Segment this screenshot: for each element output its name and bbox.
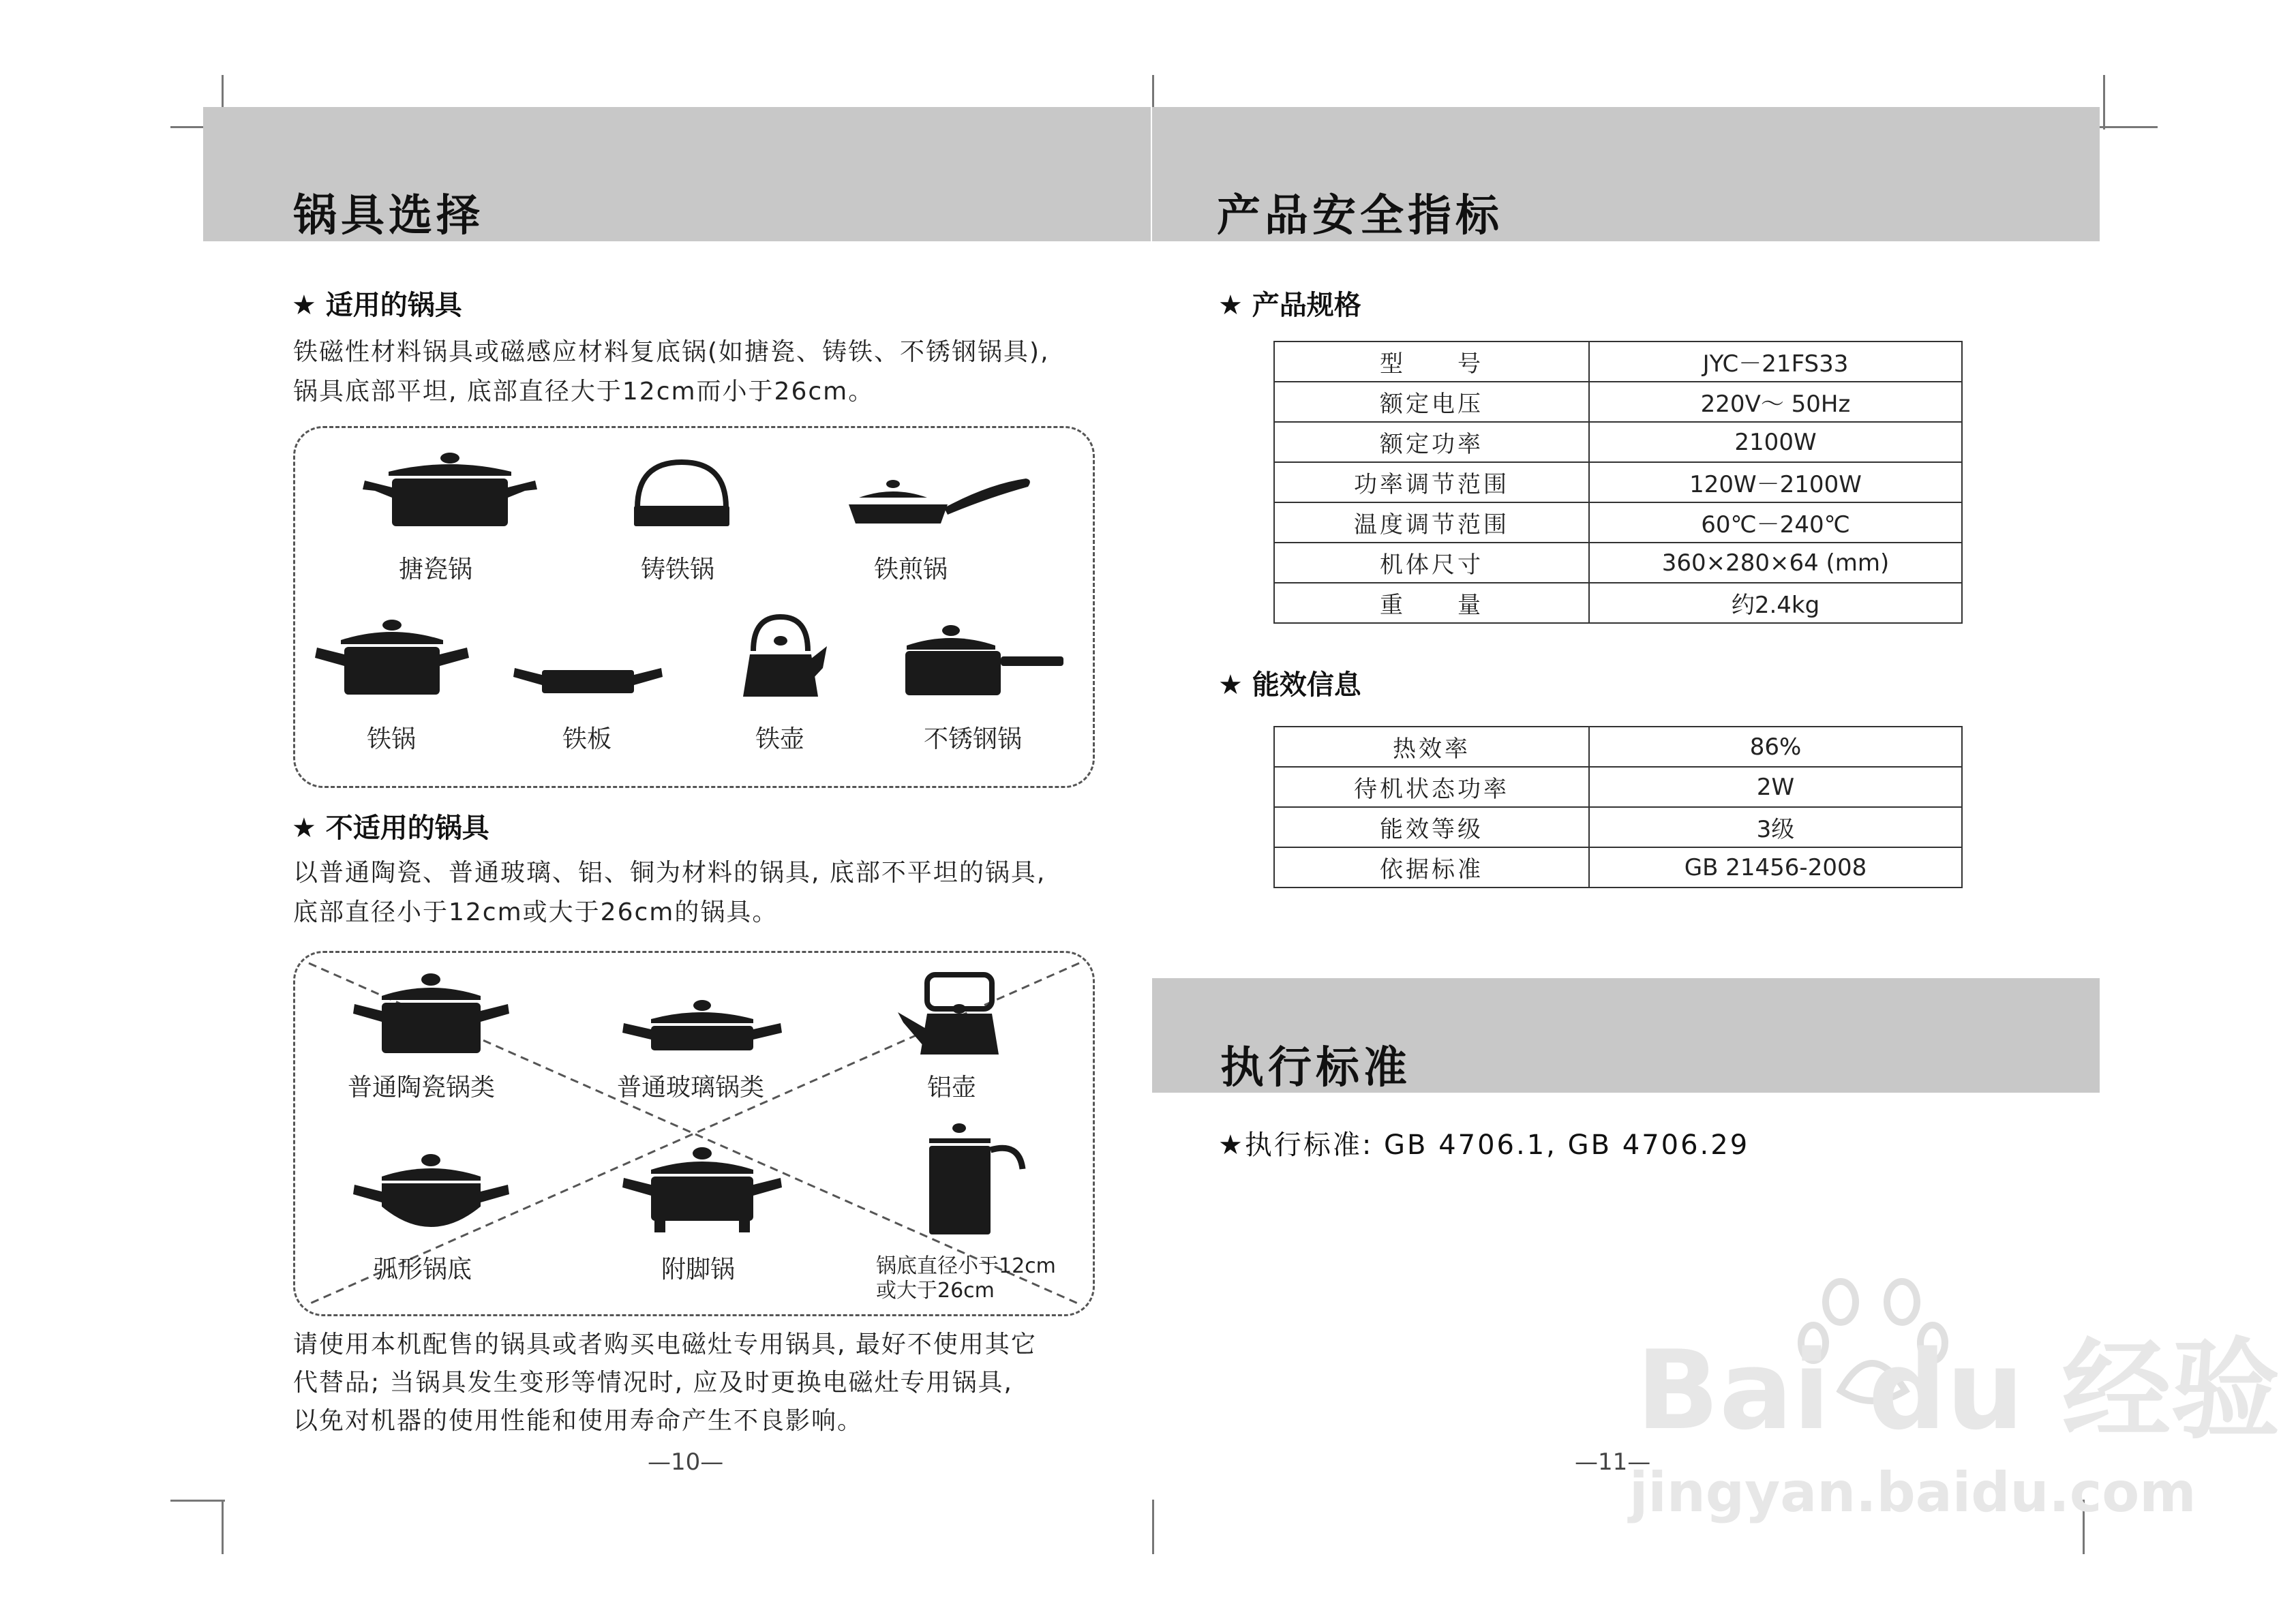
label-iron-griddle: 铁板	[562, 725, 612, 753]
efficiency-key: 能效等级	[1274, 807, 1589, 847]
efficiency-key: 依据标准	[1274, 847, 1589, 888]
label-size-pot-line-2: 或大于26cm	[876, 1279, 995, 1303]
glass-pot-icon	[620, 999, 784, 1053]
frying-pan-icon	[845, 470, 1033, 532]
spec-key: 型 号	[1274, 342, 1589, 382]
watermark-brand: Bai du 经验	[1636, 1326, 2280, 1454]
spec-key: 机体尺寸	[1274, 543, 1589, 583]
page-title-right: 产品安全指标	[1217, 191, 1503, 241]
spec-value: 360×280×64 (mm)	[1589, 543, 1962, 583]
table-row	[1274, 583, 1962, 623]
ceramic-pot-icon	[351, 971, 511, 1057]
crop-mark	[222, 1500, 224, 1554]
spec-key: 额定电压	[1274, 382, 1589, 422]
label-size-pot	[876, 1254, 1056, 1303]
suitable-heading: ★ 适用的锅具	[292, 290, 462, 321]
spec-value: JYC－21FS33	[1589, 342, 1962, 382]
label-ceramic-pot: 普通陶瓷锅类	[348, 1074, 496, 1102]
watermark-url: jingyan.baidu.com	[1629, 1461, 2196, 1524]
label-frying-pan: 铁煎锅	[874, 556, 948, 583]
stainless-pot-icon	[900, 624, 1067, 699]
specs-heading: ★ 产品规格	[1218, 290, 1361, 321]
crop-mark	[2103, 75, 2105, 130]
table-row	[1274, 847, 1962, 888]
note-line-2: 代替品; 当锅具发生变形等情况时, 应及时更换电磁灶专用锅具,	[293, 1369, 1013, 1397]
table-row	[1274, 543, 1962, 583]
spec-table	[1273, 341, 1963, 624]
iron-wok-icon	[314, 617, 470, 699]
table-row	[1274, 727, 1962, 767]
efficiency-key: 待机状态功率	[1274, 767, 1589, 807]
unsuitable-text	[293, 853, 1046, 932]
iron-griddle-icon	[511, 665, 665, 699]
efficiency-table	[1273, 726, 1963, 888]
crop-mark	[170, 1500, 225, 1502]
spec-key: 额定功率	[1274, 422, 1589, 462]
note-line-3: 以免对机器的使用性能和使用寿命产生不良影响。	[293, 1407, 864, 1435]
label-round-bottom-pot: 弧形锅底	[374, 1256, 472, 1284]
spec-value: 220V～ 50Hz	[1589, 382, 1962, 422]
efficiency-heading: ★ 能效信息	[1218, 669, 1361, 701]
round-bottom-pot-icon	[351, 1152, 511, 1237]
unsuitable-line-2: 底部直径小于12cm或大于26cm的锅具。	[293, 898, 779, 926]
iron-kettle-icon	[733, 613, 828, 699]
efficiency-value: 2W	[1589, 767, 1962, 807]
table-row	[1274, 767, 1962, 807]
table-row	[1274, 462, 1962, 502]
spec-key: 重 量	[1274, 583, 1589, 623]
efficiency-key: 热效率	[1274, 727, 1589, 767]
small-pot-icon	[924, 1121, 1026, 1237]
crop-mark	[1152, 1500, 1154, 1554]
page-number-left: —10—	[648, 1448, 724, 1476]
label-footed-pot: 附脚锅	[661, 1256, 736, 1284]
spec-key: 温度调节范围	[1274, 502, 1589, 543]
spec-value: 约2.4kg	[1589, 583, 1962, 623]
unsuitable-line-1: 以普通陶瓷、普通玻璃、铝、铜为材料的锅具, 底部不平坦的锅具,	[293, 859, 1046, 887]
spec-value: 120W－2100W	[1589, 462, 1962, 502]
spec-key: 功率调节范围	[1274, 462, 1589, 502]
unsuitable-heading: ★ 不适用的锅具	[292, 813, 489, 844]
label-stainless-pot: 不锈钢锅	[924, 725, 1023, 753]
label-glass-pot: 普通玻璃锅类	[617, 1074, 765, 1102]
usage-note	[293, 1326, 1037, 1440]
label-enamel-pot: 搪瓷锅	[399, 556, 473, 583]
page-number-right: —11—	[1575, 1448, 1651, 1476]
standard-line: ★执行标准: GB 4706.1, GB 4706.29	[1218, 1129, 1750, 1161]
efficiency-value: 3级	[1589, 807, 1962, 847]
label-iron-wok: 铁锅	[367, 725, 417, 753]
footed-pot-icon	[620, 1145, 784, 1234]
suitable-line-2: 锅具底部平坦, 底部直径大于12cm而小于26cm。	[293, 378, 875, 406]
suitable-line-1: 铁磁性材料锅具或磁感应材料复底锅(如搪瓷、铸铁、不锈钢锅具),	[293, 338, 1050, 366]
label-cast-iron-pot: 铸铁锅	[641, 556, 715, 583]
enamel-pot-icon	[361, 450, 539, 532]
table-row	[1274, 807, 1962, 847]
page-title-left: 锅具选择	[293, 191, 484, 241]
cast-iron-pot-icon	[631, 457, 733, 528]
spec-value: 60℃－240℃	[1589, 502, 1962, 543]
crop-mark	[2100, 126, 2158, 128]
spec-value: 2100W	[1589, 422, 1962, 462]
label-aluminum-kettle: 铝壶	[927, 1074, 977, 1102]
efficiency-value: GB 21456-2008	[1589, 847, 1962, 888]
suitable-text	[293, 333, 1050, 412]
label-size-pot-line-1: 锅底直径小于12cm	[876, 1254, 1056, 1278]
table-row	[1274, 382, 1962, 422]
table-row	[1274, 342, 1962, 382]
table-row	[1274, 502, 1962, 543]
label-iron-kettle: 铁壶	[755, 725, 805, 753]
efficiency-value: 86%	[1589, 727, 1962, 767]
table-row	[1274, 422, 1962, 462]
note-line-1: 请使用本机配售的锅具或者购买电磁灶专用锅具, 最好不使用其它	[293, 1331, 1037, 1359]
standard-title: 执行标准	[1220, 1043, 1411, 1093]
aluminum-kettle-icon	[896, 971, 1019, 1057]
